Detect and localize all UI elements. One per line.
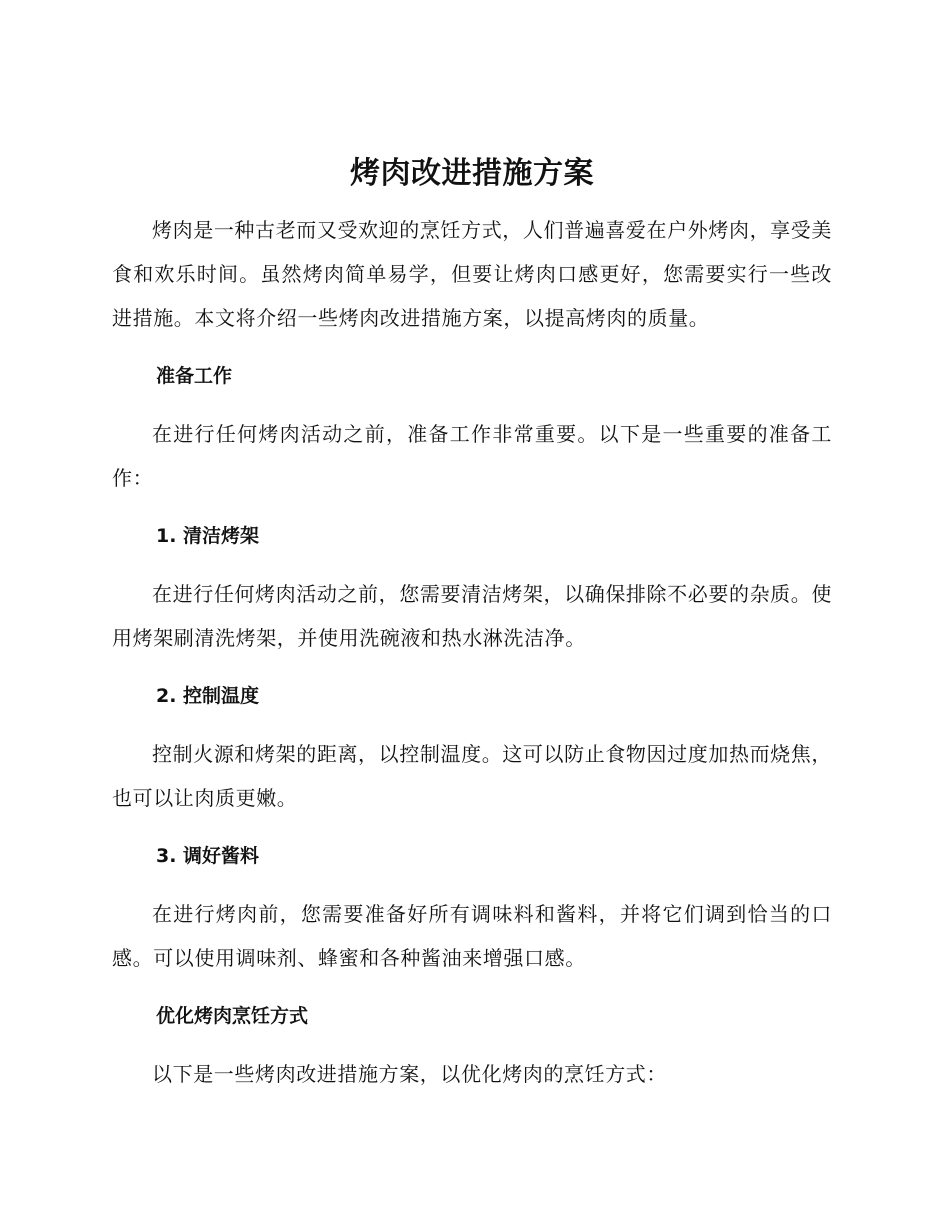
item-heading-clean-grill: 1. 清洁烤架 xyxy=(156,525,260,547)
item-heading-control-temperature: 2. 控制温度 xyxy=(156,685,260,707)
document-page xyxy=(112,148,832,1112)
preparation-paragraph: 在进行任何烤肉活动之前，准备工作非常重要。以下是一些重要的准备工作： xyxy=(112,422,832,490)
intro-paragraph: 烤肉是一种古老而又受欢迎的烹饪方式，人们普遍喜爱在户外烤肉，享受美食和欢乐时间。虽然烤肉简单易学，但要让烤肉口感更好，您需要实行一些改进措施。本文将介绍一些烤肉改进措施方案，以提高烤肉的质量。 xyxy=(112,218,832,330)
control-temperature-paragraph: 控制火源和烤架的距离，以控制温度。这可以防止食物因过度加热而烧焦，也可以让肉质更嫩。 xyxy=(112,742,832,810)
optimize-cooking-paragraph: 以下是一些烤肉改进措施方案，以优化烤肉的烹饪方式： xyxy=(152,1062,667,1086)
section-heading-optimize-cooking: 优化烤肉烹饪方式 xyxy=(156,1005,309,1027)
item-heading-sauce: 3. 调好酱料 xyxy=(156,845,260,867)
section-heading-preparation: 准备工作 xyxy=(156,365,233,387)
clean-grill-paragraph: 在进行任何烤肉活动之前，您需要清洁烤架，以确保排除不必要的杂质。使用烤架刷清洗烤架，并使用洗碗液和热水淋洗洁净。 xyxy=(112,582,832,650)
document-title: 烤肉改进措施方案 xyxy=(350,156,594,191)
sauce-paragraph: 在进行烤肉前，您需要准备好所有调味料和酱料，并将它们调到恰当的口感。可以使用调味剂、蜂蜜和各种酱油来增强口感。 xyxy=(112,902,832,970)
